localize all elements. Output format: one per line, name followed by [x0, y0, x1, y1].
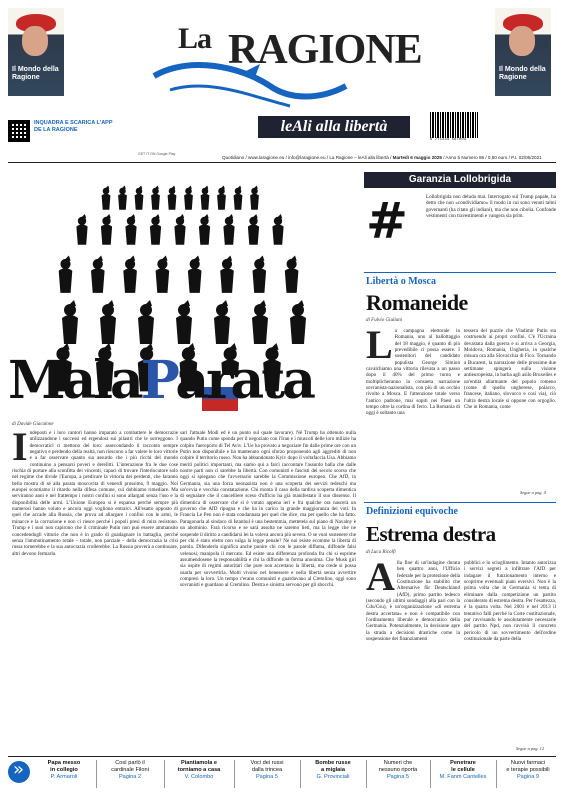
- romania-byline: di Fulvio Giuliani: [366, 318, 403, 323]
- issue-date: Martedì 6 maggio 2025: [392, 155, 442, 160]
- section-divider: [364, 272, 556, 273]
- footer-title: Piantiamola e: [180, 760, 218, 766]
- footer-separator: [496, 760, 497, 788]
- footer-title: in collegio: [50, 766, 78, 773]
- estrema-col2-text: pubblici e lo scioglimento. Intanto autorizza i servizi segreti a infiltrare l'AfD per indagare il funzionamento interno e scoprirne eventuali piani eversivi. Non è la prima volta che in Germania si tenta di eliminare dalla competizione un partito considerato di estrema destra. Per l'esattezza, è la quarta volta. Nel 2001 e nel 2013 il tentativo fallì perché la Corte costituzionale, pur ravvisando le assolutamente necessarie del partito Npd, non ravvisò il concreto pericolo di un sovvertimento dell'ordine costituzionale da parte della: [464, 560, 556, 643]
- estrema-kicker: Definizioni equivoche: [366, 506, 458, 517]
- romania-segue[interactable]: Segue a pag. 4: [520, 490, 546, 495]
- lead-byline: di Davide Giacalone: [12, 422, 54, 427]
- footer-title: Così parlò il: [115, 760, 145, 766]
- magazine-title: Il Mondo della Ragione: [499, 66, 546, 81]
- lead-column-2: [180, 430, 356, 752]
- footer-title: e terapie possibili: [506, 766, 550, 773]
- magazine-promo-left[interactable]: [8, 8, 64, 96]
- footer-ref: Pagina 9: [516, 773, 540, 780]
- section-divider: [364, 502, 556, 503]
- estrema-col1-text: lla fine di un'indagine durata ben quattro anni, l'Ufficio federale per la protezione della Costituzione ha stabilito che Alternative für Deutschland (AfD), primo partito tedesco (secondo gli ultimi sondaggi) alla pari con la Cdu/Csu), è un'organizzazione «di estrema destra accertata» e non è compatibile con l'ordinamento liberale e democratico della Germania. Potenzialmente, la decisione apre la strada a decisioni drastiche come la sospensione dei finanziamenti: [366, 560, 460, 643]
- romania-headline[interactable]: Romaneide: [366, 290, 468, 315]
- dropcap: A: [366, 560, 395, 599]
- footer-title: Papa messo: [47, 760, 81, 766]
- garanzia-text: Lollobrigida non deluda mai. Interrogato sul Trump papale, ha detto che non «condividiamo» il modo in cui sono venuti talmi governanti (ha citato gli indiani), ma che non cibolia. Confonde vestimenti con travestimenti e vangera sia prim.: [426, 194, 556, 219]
- estrema-byline: di Luca Ricolfi: [366, 550, 396, 555]
- estrema-column-2: [464, 560, 556, 746]
- dropcap: I: [12, 430, 28, 469]
- footer-separator: [366, 760, 367, 788]
- footer-title: Numeri che: [383, 760, 413, 766]
- footer-ref: Pagina 5: [386, 773, 410, 780]
- newspaper-logo: [150, 18, 422, 138]
- lead-column-1: [12, 430, 178, 752]
- footer-separator: [164, 760, 165, 788]
- magazine-cover-image: [495, 8, 551, 96]
- magazine-promo-right[interactable]: [495, 8, 551, 96]
- logo-ragione: RAGIONE: [228, 27, 422, 73]
- headline-part-mala: Mala: [8, 350, 141, 411]
- footer-title: torniamo a casa: [177, 766, 221, 773]
- footer-separator: [96, 760, 97, 788]
- footer-item[interactable]: [302, 760, 364, 780]
- barcode-number: 9 771234 567003: [430, 138, 467, 142]
- headline-part-arata: arata: [175, 350, 313, 411]
- lead-col2-text: sari l'attuale Modi ed è un punto sul quale lavorare). Né Trump ha ottenuto nulla quando Putin come sponda per il negoziato con l'Iran e i muscoli delle loro milizie ha colpito l'aeroporto di Tel Aviv. L'Ue ha provato a negoziare fin dalle prime ore con un Putin non disponibile e ha mantenuto ogni sforzo proponendo agli aggrediti di non colpire il territorio russo. Non ha abbandonato Kyiv dopo il voltafaccia Usa. Abbiamo meriti politici importanti, ma siamo qui a farci raccontare l'assurdo balla che dalle nostre parti non ci sarebbe la libertà. Con comunisti e fascisti del secolo scorso che oggi si spiegano che l'avversario sarebbe la Commissione europea. Che AfD, in Germania, sia una forza neonazista non è una scoperta dei servizi tedeschi ma un'ovvia e vecchia constatazione. Chi monta il caso della tardiva scoperta dimentica di segnalare che il cancelliere sceso d'ufficio ha già manifestato il suo dissenso. Il dimentica di osservare che si è votato appena ieri e fra qualche ora nascerà un governo che AfD ripugna e che ha in carico la grande maggioranza dei voti. In Francia Le Pen non è stata condannata per quel che dice, ma per quello che ha fatto. Paragonarla al sindaco di Istanbul è una bestemmia, mettetela sul piano di Navalny è un abominio. Farà ricorso e se sarà assolta ne saremo lieti, ma la legge che ne sospende il diritto a candidarsi lei la voleva ancora più severa. O se vuoi sostenere che per chi è stato eletto non valga la legge penale? Ne noi esiste ecomme la libertà di parola. Difenderla significa anche punire chi con le parole diffama, diffonde falsi velenosi, manipola il mercato. Ed esiste una differenza profonda fra chi si esprime assumendosene la responsabilità e chi la diffonde in forma anonima. Che Musk giri sia ospite di regimi autoritari che pure non accettano la libertà, ma crede si possa usarla per sovvertirla. Molti vivono nel benessere e nella libertà senza avvertire compresi la loro. Un tempo c'erano comunisti e guardavano al Cremlino, oggi sono sovranisti e guardano al Cremlino. Destra e sinistra servono per gli sbocchi.: [180, 430, 356, 589]
- estrema-segue[interactable]: Segue a pag. 12: [516, 746, 545, 751]
- footer-title: Penetrare: [450, 760, 476, 766]
- footer-ref: P. Armaroli: [50, 773, 78, 780]
- lead-col1-text: ndeposti e i loro cantori hanno imparato a combattere le democrazie utilizzandone i successi ed ergendosi sui pilastri che le sorreggono. I democratici ci mettono del loro: assecondando il racconto sempre negativo e perdendo della realtà, non riescono a far valere le loro vittorie e a far osservare quanto sia assurdo che i più ricchi del mondo continuino a pensarsi poveri e derelitti. L'interazione fra le due cose rischia di portare alla sconfitta dei vincenti, capaci di trovare l'interlocutore solo nel regime che divide l'Europa, a predicare la vittoria dei perdenti, che faranno bella mostra di sé alla parata moscovita di venerdì prossimo, 9 maggio. Noi europei scontiamo il ritardo nella difesa comune, cui dobbiamo rimediare. Ma serviranno anni e nel frattempo i nostri confini si sono allargati senza l'uso e la disponibilità delle armi. L'Unione Europea si è espansa perché sempre più numerosi hanno voluto e ancora oggi vogliono entrarci. All'esatto opposto di quel che accade alla Russia, che prova ad allargare i confini con le armi, le minacce e la corruzione e non ci riesce perché i popoli presi di mira resistono. Trump e i suoi non capirono che il criminale Putin non può essere ammansito concedendogli vittorie che non è in grado di guadagnare in battaglia, perché senza l'ammutinamento totale – totale, non parziale – della democrazia la crisi russa tornerebbe e la sua autocrazia crollerebbe. La Russia proverà a continuare, altri devono fermarla.: [12, 430, 178, 557]
- footer-title: le cellule: [451, 766, 475, 773]
- app-download-text: INQUADRA E SCARICA L'APP DE LA RAGIONE: [34, 120, 113, 133]
- headline-flag-p: P: [140, 350, 176, 411]
- hash-symbol-icon: #: [366, 192, 408, 250]
- logo-wing-swirl-icon: [150, 56, 350, 116]
- romania-col2-text: tessera del puzzle che Vladimir Putin sta costruendo ai propri confini. C'è l'Ucraina devastata dalla guerra e si arriva a Georgia, Moldova, Romania, Ungheria, in qualche misura ora alla Slovacchia di Fico. Tornando a Bucarest, la narrazione delle prossime due settimane spingerà sulla visione antieuropeista, in barba agli asilo Bruxelles e un'entità allarmante del popolo romeno (come di quello ungherese, polacco, francese, italiano, slovacco e così via), ciò l'ultra destra locale si oppone con orgoglio. Che in Romania, come: [464, 328, 556, 411]
- footer-divider: [8, 756, 556, 757]
- romania-kicker: Libertà o Mosca: [366, 276, 436, 287]
- garanzia-title: Garanzia Lollobrigida: [408, 174, 512, 185]
- footer-ref: Pagina 2: [118, 773, 142, 780]
- estrema-headline[interactable]: Estrema destra: [366, 522, 496, 546]
- footer-separator: [300, 760, 301, 788]
- app-download-block[interactable]: [8, 120, 128, 160]
- footer-title: Voci dei russi: [250, 760, 284, 766]
- footer-ref: V. Colombo: [184, 773, 214, 780]
- masthead-divider: [8, 162, 556, 163]
- romania-column-1: [366, 328, 460, 488]
- footer-item[interactable]: [236, 760, 298, 780]
- lead-headline[interactable]: [8, 350, 313, 411]
- info-post: / Anno 5 Numero 86 / 0,50 euro / P.I. 02/06/2021: [441, 155, 542, 160]
- dropcap: L: [366, 328, 393, 367]
- footer-title: Nuovi farmaci: [510, 760, 546, 766]
- footer-item[interactable]: [98, 760, 162, 780]
- double-chevron-icon: [8, 761, 30, 783]
- qr-code-icon[interactable]: [8, 120, 30, 142]
- barcode-icon: [430, 112, 478, 138]
- footer-title: a miglaia: [321, 766, 345, 773]
- tagline: leAli alla libertà: [280, 118, 388, 135]
- footer-item[interactable]: [368, 760, 428, 780]
- footer-ref: G. Provinciali: [316, 773, 350, 780]
- logo-la: La: [178, 22, 212, 55]
- publication-info-line: [222, 155, 562, 160]
- tagline-banner: [258, 116, 410, 138]
- estrema-column-1: [366, 560, 460, 746]
- footer-title: Bombe russe: [315, 760, 351, 766]
- footer-item[interactable]: [498, 760, 558, 780]
- footer-item[interactable]: [166, 760, 232, 780]
- info-pre: Quotidiano / www.laragione.eu / info@laragione.eu / La Ragione – leAli alla libertà /: [222, 155, 393, 160]
- romania-column-2: [464, 328, 556, 488]
- footer-title: nessuno riporta: [378, 766, 418, 773]
- barcode: [430, 112, 490, 148]
- footer-ref: Pagina 5: [255, 773, 279, 780]
- romania-col1-text: a campagna elettorale in Romania, uno al ballottaggio del 18 maggio, è quanto di più prevedibile ci possa essere. I sostenitori del candidato populista George Simion cavalchiamo una vittoria rilevata a un passo dopo il 40% del primo turno e moltiplicheranno la consueta narrazione sovranista-nazionalista, con più di un occhio rivolto a Mosca. E l'attenzione totale verso l'antico padrone, mai sopiti nei Paesi un tempo oltre la cortina di ferro. La Romania di oggi è soltanto una: [366, 328, 460, 417]
- footer-item[interactable]: [432, 760, 494, 780]
- footer-title: dalla trincea: [251, 766, 283, 773]
- footer-separator: [234, 760, 235, 788]
- google-play-badge[interactable]: GET IT ON Google Play: [138, 152, 176, 156]
- garanzia-header[interactable]: [364, 172, 556, 188]
- magazine-cover-image: [8, 8, 64, 96]
- footer-item[interactable]: [34, 760, 94, 780]
- footer-separator: [430, 760, 431, 788]
- magazine-title: Il Mondo della Ragione: [12, 66, 59, 81]
- footer-ref: M. Fanm Cantelles: [439, 773, 487, 780]
- footer-title: cardinale Filoni: [111, 766, 149, 773]
